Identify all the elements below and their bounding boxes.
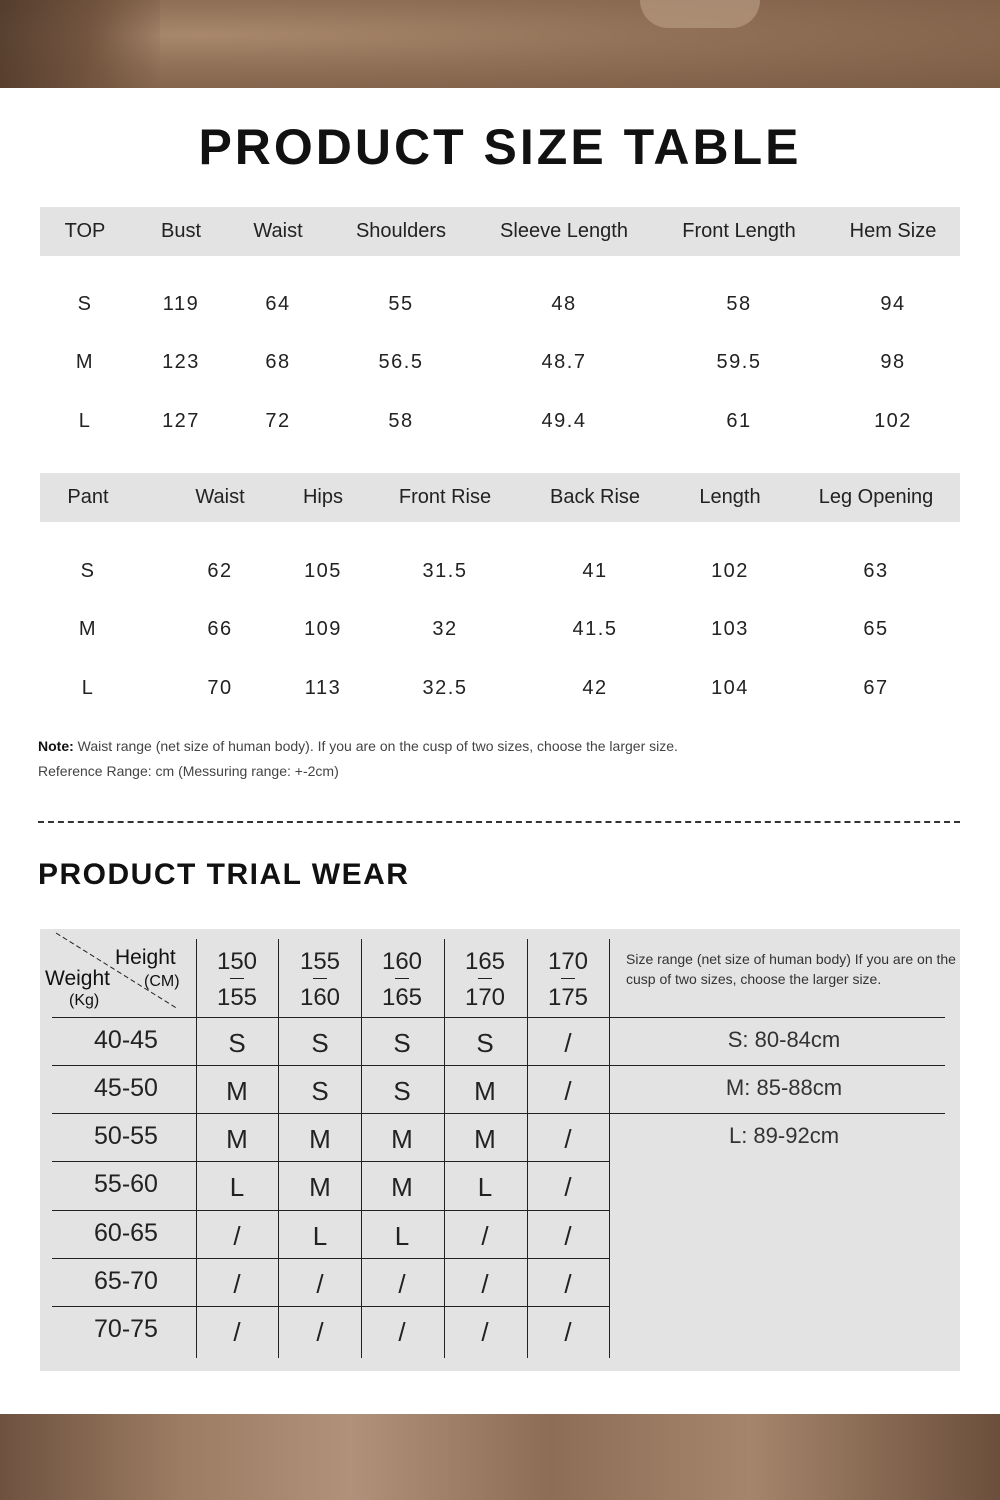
top-table-cell: 94: [880, 293, 906, 315]
recommended-size: /: [564, 1317, 572, 1347]
height-from: 155: [299, 948, 341, 975]
recommended-size: L: [477, 1172, 493, 1202]
recommended-size: /: [398, 1269, 406, 1299]
size-range-s: S: 80-84cm: [727, 1027, 841, 1052]
pant-header-leg-opening: Leg Opening: [818, 486, 934, 508]
size-range-m: M: 85-88cm: [725, 1075, 843, 1100]
pant-table-cell: 65: [863, 618, 889, 640]
recommended-size: /: [564, 1124, 572, 1154]
trial-title: PRODUCT TRIAL WEAR: [38, 858, 410, 891]
weight-range: 70-75: [94, 1315, 158, 1343]
top-table-cell: 59.5: [716, 351, 762, 373]
reference-range: Reference Range: cm (Messuring range: +-2cm): [38, 763, 339, 779]
grid-line: [52, 1210, 609, 1211]
recommended-size: S: [311, 1028, 329, 1058]
pant-table-cell: 32: [432, 618, 458, 640]
pant-table-cell: 113: [304, 677, 342, 699]
note-label: Note:: [38, 738, 74, 754]
recommended-size: /: [564, 1172, 572, 1202]
size-range-l: L: 89-92cm: [728, 1123, 840, 1148]
grid-line: [361, 939, 362, 1358]
grid-line: [52, 1113, 945, 1114]
pant-table-cell: 41: [582, 560, 608, 582]
hair-detail: [0, 0, 160, 88]
pant-table-cell: 32.5: [422, 677, 468, 699]
recommended-size: M: [474, 1124, 496, 1154]
weight-range: 55-60: [94, 1170, 158, 1198]
top-table-cell: 55: [388, 293, 414, 315]
height-unit: (CM): [144, 973, 180, 990]
height-label: Height: [115, 946, 176, 969]
pant-table-cell: 67: [863, 677, 889, 699]
top-table-cell: S: [77, 293, 93, 315]
top-table-cell: 48.7: [541, 351, 587, 373]
height-from: 160: [381, 948, 423, 975]
weight-range: 40-45: [94, 1026, 158, 1054]
pant-table-cell: L: [81, 677, 95, 699]
recommended-size: /: [481, 1317, 489, 1347]
height-to: 175: [547, 984, 589, 1011]
pant-table-cell: 41.5: [572, 618, 618, 640]
recommended-size: /: [564, 1269, 572, 1299]
pant-table-cell: 63: [863, 560, 889, 582]
top-photo-strip: [0, 0, 1000, 88]
recommended-size: /: [316, 1317, 324, 1347]
grid-line: [52, 1017, 945, 1018]
grid-line: [444, 939, 445, 1358]
top-table-cell: 123: [162, 351, 200, 373]
pant-table-cell: 102: [711, 560, 749, 582]
collar-detail: [640, 0, 760, 28]
recommended-size: /: [316, 1269, 324, 1299]
top-table-cell: 64: [265, 293, 291, 315]
top-header-bust: Bust: [160, 220, 202, 242]
pant-header-length: Length: [699, 486, 761, 508]
top-table-cell: 68: [265, 351, 291, 373]
height-from: 165: [464, 948, 506, 975]
top-table-cell: 48: [551, 293, 577, 315]
weight-range: 65-70: [94, 1267, 158, 1295]
recommended-size: M: [391, 1172, 413, 1202]
height-to: 160: [299, 984, 341, 1011]
top-header-shoulders: Shoulders: [355, 220, 447, 242]
top-header-sleeve-length: Sleeve Length: [500, 220, 628, 242]
top-table-cell: 49.4: [541, 410, 587, 432]
weight-range: 50-55: [94, 1122, 158, 1150]
grid-line: [52, 1306, 609, 1307]
height-to: 165: [381, 984, 423, 1011]
top-table-cell: 58: [726, 293, 752, 315]
recommended-size: /: [564, 1076, 572, 1106]
grid-line: [52, 1065, 945, 1066]
pant-header-back-rise: Back Rise: [549, 486, 641, 508]
recommended-size: /: [481, 1269, 489, 1299]
note-text: Waist range (net size of human body). If you are on the cusp of two sizes, choose the larger size.: [73, 738, 678, 754]
top-table-cell: M: [75, 351, 95, 373]
height-to: 170: [464, 984, 506, 1011]
pant-header-pant: Pant: [67, 486, 109, 508]
weight-range: 45-50: [94, 1074, 158, 1102]
height-range-header: [382, 943, 422, 1016]
pant-header-waist: Waist: [195, 486, 245, 508]
top-table-cell: L: [78, 410, 92, 432]
weight-label: Weight: [45, 967, 110, 990]
height-range-header: [300, 943, 340, 1016]
recommended-size: L: [394, 1221, 410, 1251]
height-range-header: [548, 943, 588, 1016]
pant-header-hips: Hips: [302, 486, 344, 508]
recommended-size: L: [312, 1221, 328, 1251]
top-table-cell: 56.5: [378, 351, 424, 373]
pant-table-cell: 66: [207, 618, 233, 640]
height-from: 150: [216, 948, 258, 975]
recommended-size: S: [311, 1076, 329, 1106]
pant-table-cell: 42: [582, 677, 608, 699]
grid-line: [196, 939, 197, 1358]
recommended-size: S: [393, 1028, 411, 1058]
recommended-size: S: [228, 1028, 246, 1058]
trial-wear-table: [40, 929, 960, 1371]
recommended-size: /: [233, 1221, 241, 1251]
pant-table-cell: 31.5: [422, 560, 468, 582]
top-header-hem-size: Hem Size: [849, 220, 937, 242]
waist-note: [38, 738, 678, 754]
height-to: 155: [216, 984, 258, 1011]
top-table-cell: 127: [162, 410, 200, 432]
top-header-top: TOP: [64, 220, 106, 242]
grid-line: [527, 939, 528, 1358]
recommended-size: M: [391, 1124, 413, 1154]
recommended-size: /: [233, 1269, 241, 1299]
grid-line: [52, 1161, 609, 1162]
pant-table-cell: 105: [304, 560, 342, 582]
height-range-header: [217, 943, 257, 1016]
recommended-size: /: [398, 1317, 406, 1347]
top-table-cell: 72: [265, 410, 291, 432]
pant-table-cell: 70: [207, 677, 233, 699]
size-range-note: Size range (net size of human body) If you are on the cusp of two sizes, choose the larger size.: [626, 951, 956, 987]
pant-table-cell: M: [78, 618, 98, 640]
grid-line: [278, 939, 279, 1358]
pant-table-cell: 62: [207, 560, 233, 582]
recommended-size: M: [309, 1124, 331, 1154]
top-table-cell: 119: [162, 293, 200, 315]
pant-table-cell: 109: [304, 618, 342, 640]
pant-table-cell: S: [80, 560, 96, 582]
top-table-cell: 61: [726, 410, 752, 432]
recommended-size: L: [229, 1172, 245, 1202]
height-from: 170: [547, 948, 589, 975]
top-table-cell: 98: [880, 351, 906, 373]
weight-unit: (Kg): [69, 992, 100, 1009]
bottom-photo-strip: [0, 1414, 1000, 1500]
recommended-size: S: [393, 1076, 411, 1106]
pant-table-cell: 103: [711, 618, 749, 640]
top-header-waist: Waist: [253, 220, 303, 242]
pant-table-cell: 104: [711, 677, 749, 699]
recommended-size: /: [481, 1221, 489, 1251]
weight-range: 60-65: [94, 1219, 158, 1247]
pant-header-front-rise: Front Rise: [398, 486, 492, 508]
recommended-size: S: [476, 1028, 494, 1058]
dashed-divider: [38, 821, 960, 823]
recommended-size: /: [564, 1028, 572, 1058]
height-range-header: [465, 943, 505, 1016]
recommended-size: /: [564, 1221, 572, 1251]
top-header-front-length: Front Length: [682, 220, 796, 242]
recommended-size: M: [226, 1124, 248, 1154]
recommended-size: M: [309, 1172, 331, 1202]
top-table-cell: 58: [388, 410, 414, 432]
recommended-size: M: [474, 1076, 496, 1106]
grid-line: [609, 939, 610, 1358]
recommended-size: M: [226, 1076, 248, 1106]
top-table-cell: 102: [874, 410, 912, 432]
recommended-size: /: [233, 1317, 241, 1347]
grid-line: [52, 1258, 609, 1259]
page-title: PRODUCT SIZE TABLE: [198, 119, 802, 175]
